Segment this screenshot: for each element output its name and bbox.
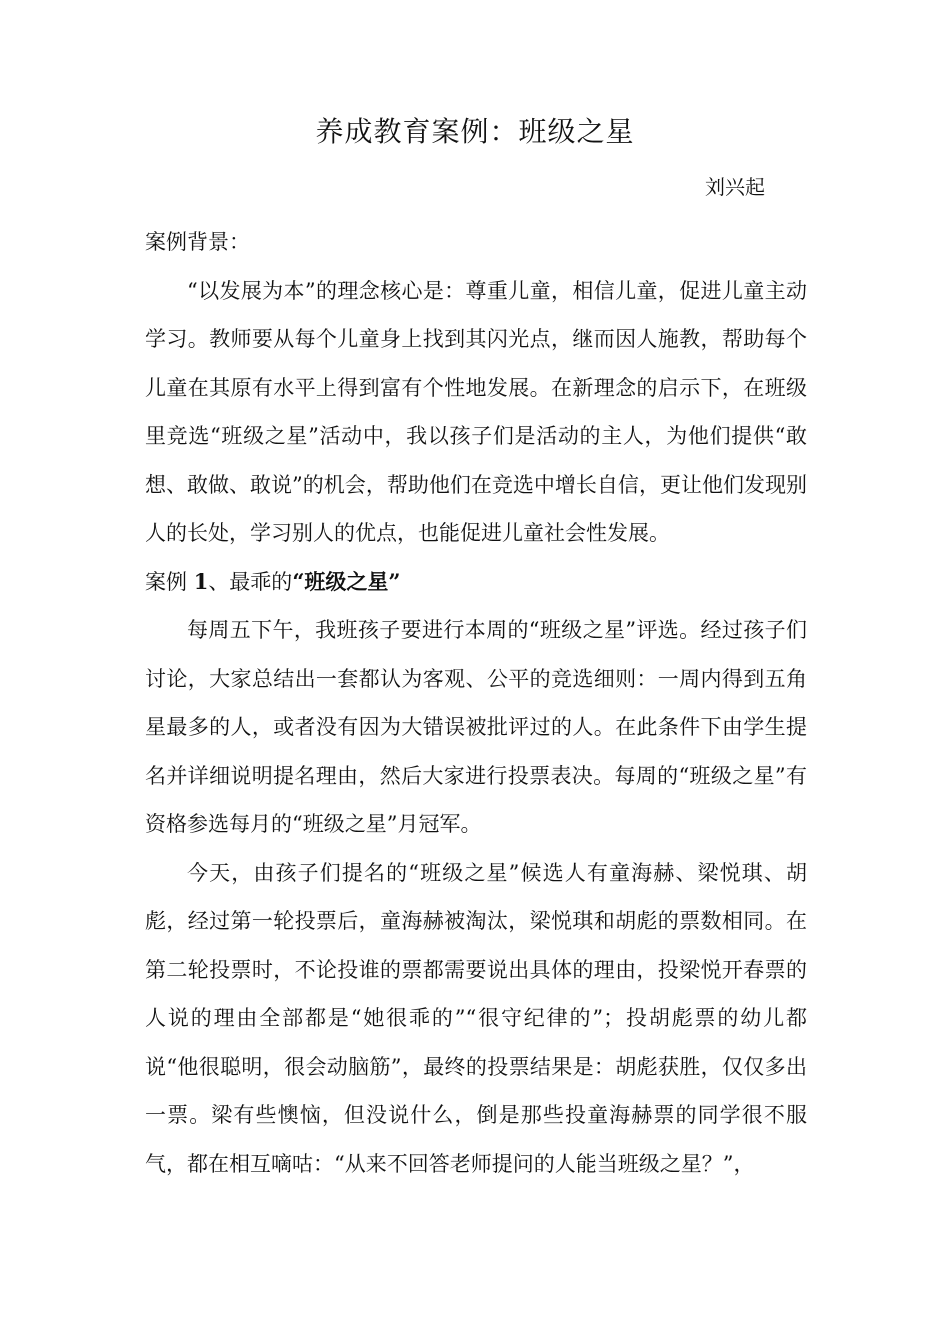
document-title: 养成教育案例：班级之星 xyxy=(315,115,635,148)
case1-paragraph-1: 每周五下午，我班孩子要进行本周的“班级之星”评选。经过孩子们讨论，大家总结出一套都认为客观、公平的竞选细则：一周内得到五角星最多的人，或者没有因为大错误被批评过的人。在此条件下由学生提名并详细说明提名理由，然后大家进行投票表决。每周的“班级之星”有资格参选每月的“班级之星”月冠军。 xyxy=(145,618,807,836)
document-body xyxy=(145,218,807,1188)
case1-heading xyxy=(145,558,807,607)
background-heading: 案例背景： xyxy=(145,230,250,254)
case1-heading-prefix: 案例 xyxy=(145,569,194,594)
case1-heading-number: 1 xyxy=(193,568,209,594)
case1-paragraph-2: 今天，由孩子们提名的“班级之星”候选人有童海赫、梁悦琪、胡彪，经过第一轮投票后，童海赫被淘汰，梁悦琪和胡彪的票数相同。在第二轮投票时，不论投谁的票都需要说出具体的理由，投梁悦开春票的人说的理由全部都是“她很乖的”“很守纪律的”；投胡彪票的幼儿都说“他很聪明，很会动脑筋”，最终的投票结果是：胡彪获胜，仅仅多出一票。梁有些懊恼，但没说什么，倒是那些投童海赫票的同学很不服气，都在相互嘀咕：“从来不回答老师提问的人能当班级之星？”， xyxy=(145,860,807,1176)
case1-heading-quote: “班级之星” xyxy=(292,568,401,594)
document-author: 刘兴起 xyxy=(705,175,765,199)
background-paragraph: “以发展为本”的理念核心是：尊重儿童，相信儿童，促进儿童主动学习。教师要从每个儿童身上找到其闪光点，继而因人施教，帮助每个儿童在其原有水平上得到富有个性地发展。在新理念的启示下，在班级里竞选“班级之星”活动中，我以孩子们是活动的主人，为他们提供“敢想、敢做、敢说”的机会，帮助他们在竞选中增长自信，更让他们发现别人的长处，学习别人的优点，也能促进儿童社会性发展。 xyxy=(145,278,807,545)
case1-heading-suffix: 、最乖的 xyxy=(208,569,293,594)
